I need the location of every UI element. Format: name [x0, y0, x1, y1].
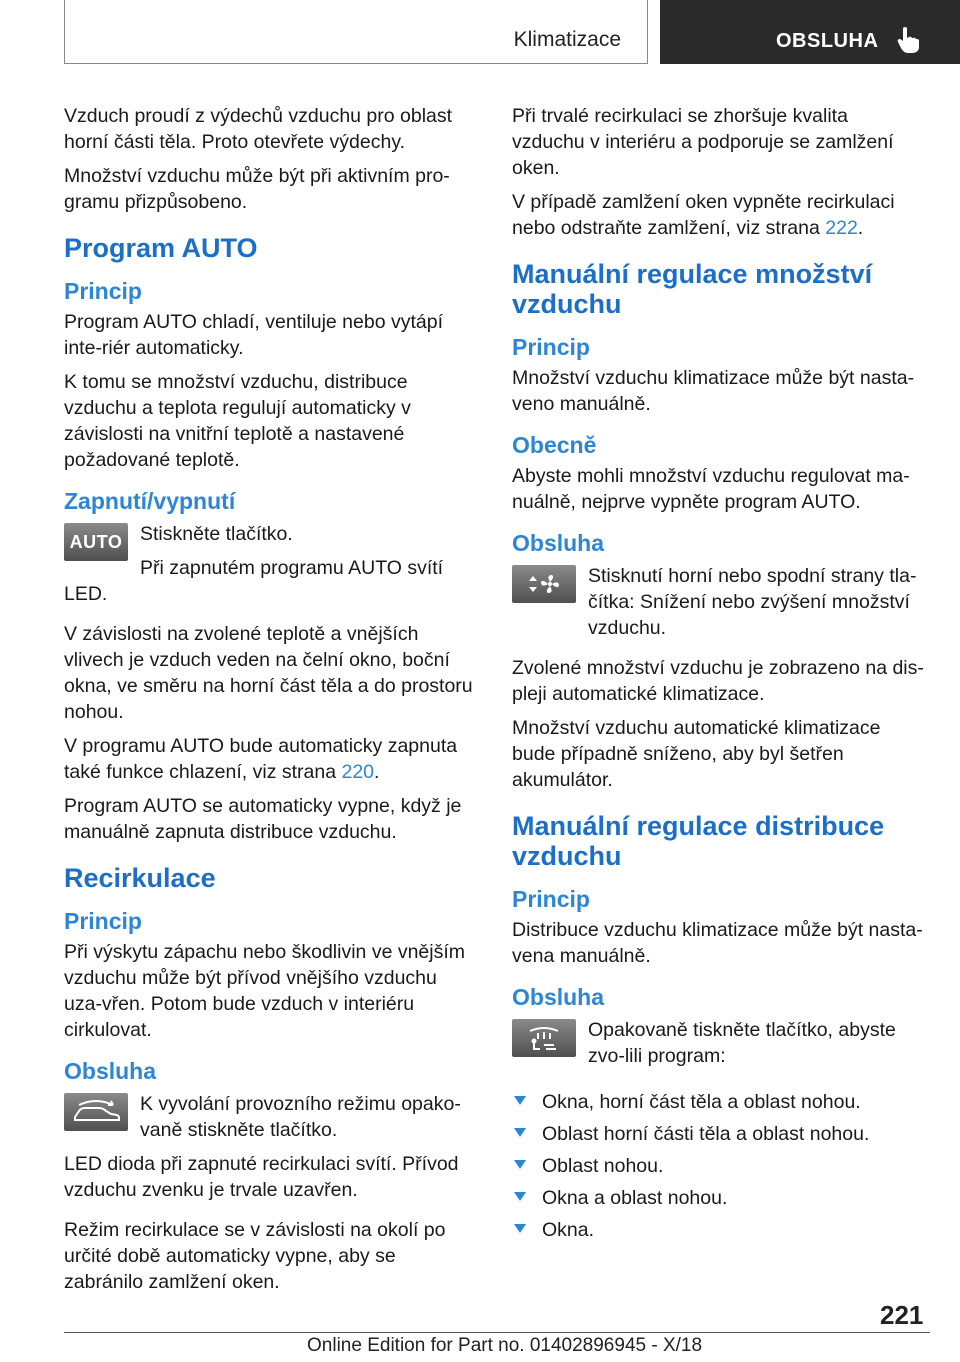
- paragraph: Zvolené množství vzduchu je zobrazeno na dis‐pleji automatické klimatizace.: [512, 657, 924, 705]
- paragraph: Abyste mohli množství vzduchu regulovat ma‐nuálně, nejprve vypněte program AUTO.: [512, 465, 910, 513]
- paragraph: Stiskněte tlačítko.: [140, 523, 293, 545]
- page-link[interactable]: 222: [825, 217, 858, 239]
- triangle-bullet-icon: [514, 1192, 526, 1201]
- header-section-title: Klimatizace: [513, 28, 621, 51]
- triangle-bullet-icon: [514, 1096, 526, 1105]
- paragraph: V programu AUTO bude automaticky zapnuta také funkce chlazení, viz strana 220.: [64, 735, 458, 783]
- auto-button-label: AUTO: [69, 531, 123, 552]
- list-item: Okna a oblast nohou.: [512, 1185, 924, 1211]
- paragraph: Při výskytu zápachu nebo škodlivin ve vnějším vzduchu může být přívod vnějšího vzduchu uza‐vřen. Potom bude vzduch v interiéru cirkulovat.: [64, 941, 466, 1041]
- footer-edition: Online Edition for Part no. 01402896945 - X/18: [307, 1335, 703, 1356]
- recirculation-button-instruction: [64, 1091, 476, 1151]
- paragraph: K vyvolání provozního režimu opako‐vaně stiskněte tlačítko.: [140, 1093, 461, 1141]
- subheading-obsluha: Obsluha: [512, 530, 605, 556]
- page-link[interactable]: 220: [341, 761, 375, 783]
- heading-recirkulace: Recirkulace: [64, 863, 216, 893]
- paragraph: V případě zamlžení oken vypněte recirkulaci nebo odstraňte zamlžení, viz strana 222.: [512, 191, 895, 239]
- heading-manual-air-distribution: Manuální regulace distribuce vzduchu: [512, 811, 885, 871]
- left-column: [64, 103, 476, 1303]
- triangle-bullet-icon: [514, 1224, 526, 1233]
- fan-button-instruction: [512, 563, 924, 641]
- subheading-obecne: Obecně: [512, 432, 597, 458]
- paragraph: LED dioda při zapnuté recirkulaci svítí. Přívod vzduchu zvenku je trvale uzavřen.: [64, 1153, 459, 1201]
- auto-button-icon: [64, 523, 128, 561]
- right-column: [512, 103, 924, 1249]
- list-item: Oblast nohou.: [512, 1153, 924, 1179]
- air-distribution-icon: [512, 1019, 576, 1057]
- list-item: Oblast horní části těla a oblast nohou.: [512, 1121, 924, 1147]
- header-chapter-box: [660, 0, 960, 64]
- triangle-bullet-icon: [514, 1160, 526, 1169]
- subheading-obsluha: Obsluha: [512, 984, 605, 1010]
- list-item: Okna.: [512, 1217, 924, 1243]
- list-item: Okna, horní část těla a oblast nohou.: [512, 1089, 924, 1115]
- paragraph: K tomu se množství vzduchu, distribuce vzduchu a teplota regulují automaticky v závislosti na vnitřní teplotě a nastavené požadované teplotě.: [64, 371, 411, 471]
- subheading-princip: Princip: [64, 278, 142, 304]
- subheading-zapnuti-vypnuti: Zapnutí/vypnutí: [64, 488, 236, 514]
- paragraph: Vzduch proudí z výdechů vzduchu pro oblast horní části těla. Proto otevřete výdechy.: [64, 105, 453, 153]
- header-section-box: [64, 0, 648, 64]
- program-list: [512, 1089, 924, 1243]
- paragraph: Distribuce vzduchu klimatizace může být nasta‐vena manuálně.: [512, 919, 923, 967]
- heading-program-auto: Program AUTO: [64, 233, 258, 263]
- paragraph: Opakovaně tiskněte tlačítko, abyste zvo‐lili program:: [588, 1019, 896, 1067]
- auto-button-instruction: [64, 521, 476, 607]
- subheading-princip: Princip: [512, 886, 590, 912]
- paragraph: V závislosti na zvolené teplotě a vnějších vlivech je vzduch veden na čelní okno, boční okna, ve směru na horní část těla a do prostoru nohou.: [64, 623, 473, 723]
- hand-pointer-icon: [896, 26, 920, 54]
- paragraph: Množství vzduchu klimatizace může být nasta‐veno manuálně.: [512, 367, 915, 415]
- paragraph: Program AUTO chladí, ventiluje nebo vytápí inte‐riér automaticky.: [64, 311, 444, 359]
- paragraph: Program AUTO se automaticky vypne, když je manuálně zapnuta distribuce vzduchu.: [64, 795, 462, 843]
- distribution-button-instruction: [512, 1017, 924, 1077]
- paragraph: Režim recirkulace se v závislosti na okolí po určité době automaticky vypne, aby se zabránilo zamlžení oken.: [64, 1219, 446, 1293]
- heading-manual-air-amount: Manuální regulace množství vzduchu: [512, 259, 873, 319]
- header-chapter-title: OBSLUHA: [776, 30, 879, 52]
- triangle-bullet-icon: [514, 1128, 526, 1137]
- paragraph: Množství vzduchu může být při aktivním pro‐gramu přizpůsobeno.: [64, 165, 450, 213]
- paragraph: Při trvalé recirkulaci se zhoršuje kvalita vzduchu v interiéru a podporuje se zamlžení oken.: [512, 105, 894, 179]
- fan-speed-icon: [512, 565, 576, 603]
- recirculation-icon: [64, 1093, 128, 1131]
- subheading-obsluha: Obsluha: [64, 1058, 157, 1084]
- paragraph: Při zapnutém programu AUTO svítí: [140, 557, 444, 579]
- subheading-princip: Princip: [512, 334, 590, 360]
- paragraph: Množství vzduchu automatické klimatizace bude případně sníženo, aby byl šetřen akumulátor.: [512, 717, 881, 791]
- footer-divider: [64, 1332, 930, 1333]
- page-number: 221: [880, 1300, 924, 1330]
- paragraph: Stisknutí horní nebo spodní strany tla‐čítka: Snížení nebo zvýšení množství vzduchu.: [588, 565, 917, 639]
- paragraph: LED.: [64, 583, 108, 605]
- subheading-princip: Princip: [64, 908, 142, 934]
